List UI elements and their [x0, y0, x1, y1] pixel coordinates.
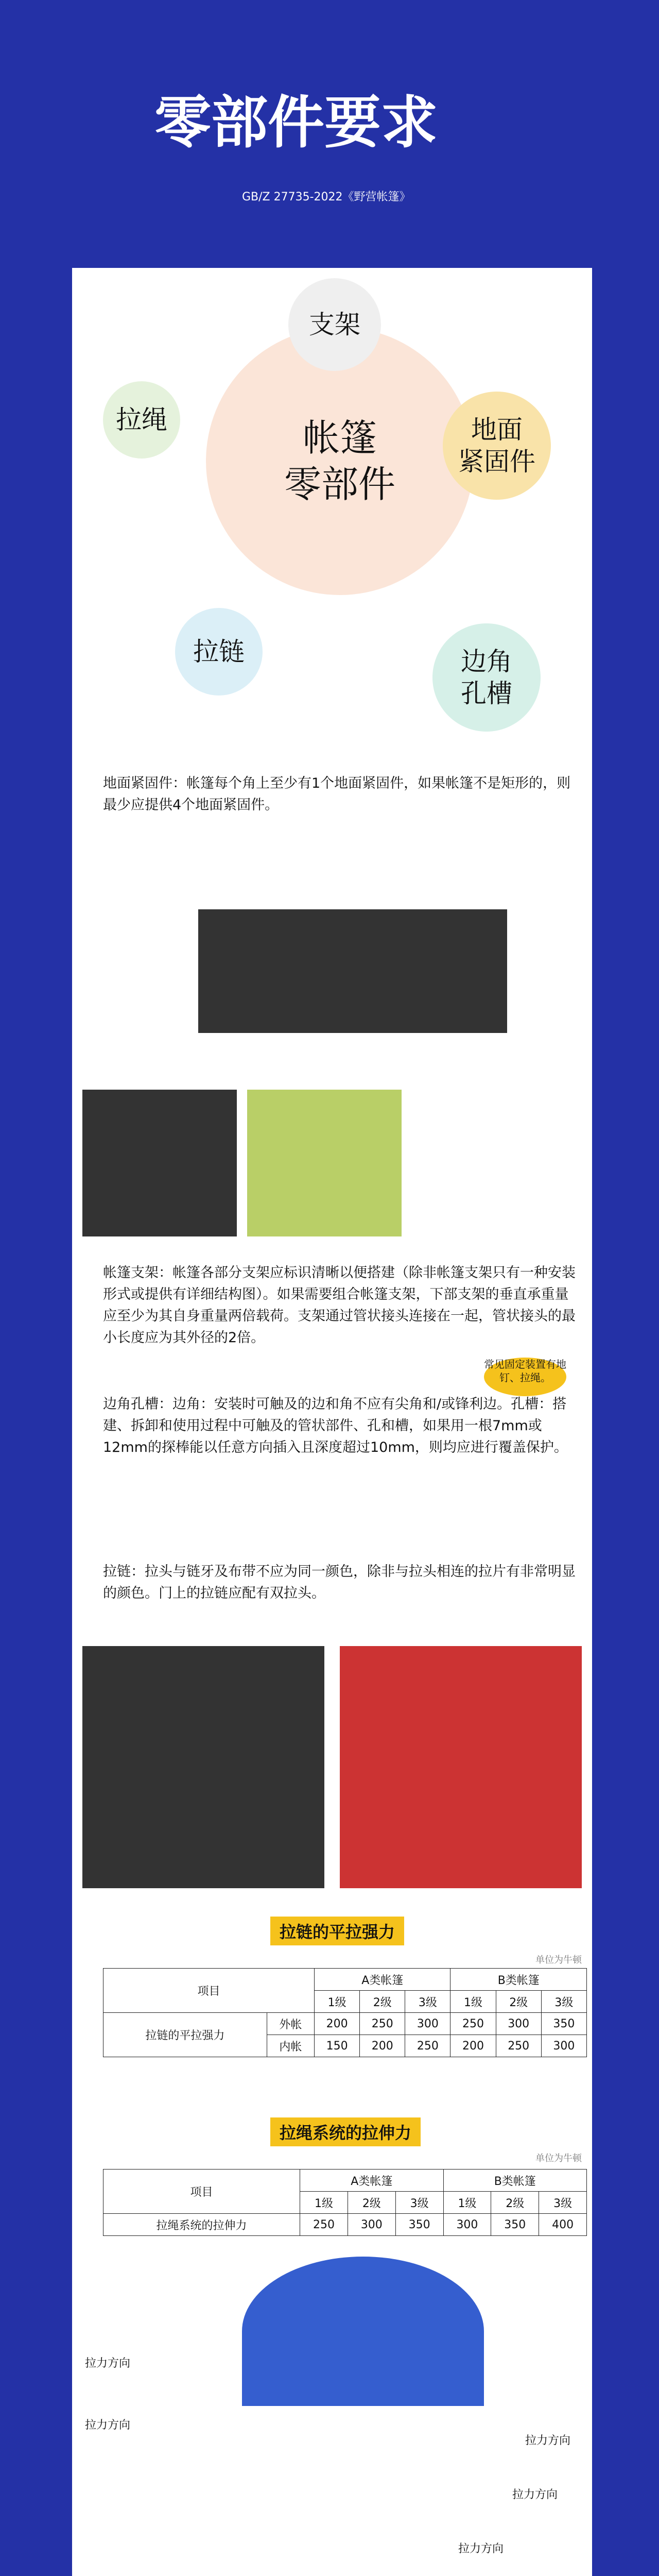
- zipper-table: [103, 1968, 587, 2057]
- table2-unit: 单位为牛顿: [535, 2153, 582, 2164]
- rope-table: [103, 2169, 587, 2236]
- table-cell: B类帐篷: [450, 1969, 587, 1991]
- hero: [0, 0, 659, 268]
- table-cell: 3级: [539, 2192, 587, 2214]
- table-cell: 拉绳系统的拉伸力: [103, 2214, 300, 2236]
- diagram-item: 地面 紧固件: [443, 392, 551, 500]
- table-cell: 1级: [315, 1991, 360, 2013]
- table-cell: 200: [450, 2035, 496, 2057]
- table-cell: 3级: [405, 1991, 450, 2013]
- table-cell: 项目: [103, 1969, 315, 2013]
- table-cell: 外帐: [267, 2013, 314, 2035]
- table-cell: 1级: [443, 2192, 491, 2214]
- table-cell: 300: [405, 2013, 450, 2035]
- table-cell: 150: [315, 2035, 360, 2057]
- content-card: [72, 268, 592, 2576]
- diagram-item: 拉绳: [103, 381, 180, 459]
- table-cell: 300: [541, 2035, 586, 2057]
- zipper-image: [82, 1646, 324, 1888]
- table-cell: 2级: [348, 2192, 395, 2214]
- pull-direction-label: 拉力方向: [525, 2434, 571, 2447]
- table-cell: 300: [496, 2013, 541, 2035]
- stakes-image: [198, 909, 507, 1033]
- table-cell: 250: [450, 2013, 496, 2035]
- diagram-item: 拉链: [175, 608, 263, 696]
- page-title: 零部件要求: [154, 90, 438, 156]
- diagram-item: 边角 孔槽: [432, 623, 541, 732]
- pull-direction-label: 拉力方向: [458, 2543, 504, 2555]
- table-cell: 250: [405, 2035, 450, 2057]
- table-cell: 2级: [491, 2192, 539, 2214]
- table-cell: 250: [496, 2035, 541, 2057]
- table-cell: 内帐: [267, 2035, 314, 2057]
- table-cell: 300: [443, 2214, 491, 2236]
- frame-text: 帐篷支架：帐篷各部分支架应标识清晰以便搭建（除非帐篷支架只有一种安装形式或提供有详细结构图）。如果需要组合帐篷支架，下部支架的垂直承重量应至少为其自身重量两倍载荷。支架通过管状接头连接在一起，管状接头的最小长度应为其外径的2倍。: [103, 1265, 576, 1346]
- corner-text: 边角孔槽：边角：安装时可触及的边和角不应有尖角和/或锋利边。孔槽：搭建、拆卸和使用过程中可触及的管状部件、孔和槽，如果用一根7mm或12mm的探棒能以任意方向插入且深度超过10mm，则均应进行覆盖保护。: [103, 1396, 568, 1455]
- table-cell: 350: [541, 2013, 586, 2035]
- dome-tent-illustration: [242, 2257, 484, 2406]
- table-cell: 3级: [541, 1991, 586, 2013]
- image-left: [82, 1090, 237, 1236]
- table-cell: 项目: [103, 2170, 300, 2214]
- table-cell: 200: [315, 2013, 360, 2035]
- image-right: [247, 1090, 402, 1236]
- table-cell: 拉链的平拉强力: [103, 2013, 267, 2057]
- pull-direction-label: 拉力方向: [512, 2488, 558, 2501]
- zipper-text: 拉链：拉头与链牙及布带不应为同一颜色，除非与拉头相连的拉片有非常明显的颜色。门上的拉链应配有双拉头。: [103, 1564, 576, 1601]
- center-bubble: 帐篷 零部件: [206, 327, 474, 595]
- table2-title: 拉绳系统的拉伸力: [270, 2117, 421, 2146]
- table-cell: 250: [300, 2214, 348, 2236]
- ground-fastener-text: 地面紧固件：帐篷每个角上至少有1个地面紧固件，如果帐篷不是矩形的，则最少应提供4个地面紧固件。: [103, 775, 571, 813]
- table-cell: 3级: [395, 2192, 443, 2214]
- tent-image: [340, 1646, 582, 1888]
- table-cell: A类帐篷: [300, 2170, 443, 2192]
- standard-label: GB/Z 27735-2022《野营帐篷》: [242, 191, 411, 204]
- diagram-item: 支架: [288, 278, 381, 371]
- table-cell: A类帐篷: [315, 1969, 450, 1991]
- pull-direction-label: 拉力方向: [85, 2419, 131, 2432]
- table-cell: 400: [539, 2214, 587, 2236]
- table-cell: B类帐篷: [443, 2170, 586, 2192]
- table-cell: 1级: [300, 2192, 348, 2214]
- table-cell: 2级: [496, 1991, 541, 2013]
- table-cell: 350: [491, 2214, 539, 2236]
- table-cell: 350: [395, 2214, 443, 2236]
- table-cell: 250: [360, 2013, 405, 2035]
- table-cell: 1级: [450, 1991, 496, 2013]
- table-cell: 300: [348, 2214, 395, 2236]
- notice-badge: 常见固定装置有地钉、拉绳。: [484, 1358, 566, 1396]
- table1-title: 拉链的平拉强力: [270, 1917, 404, 1945]
- table1-unit: 单位为牛顿: [535, 1955, 582, 1965]
- pull-direction-label: 拉力方向: [85, 2357, 131, 2370]
- table-cell: 2级: [360, 1991, 405, 2013]
- table-cell: 200: [360, 2035, 405, 2057]
